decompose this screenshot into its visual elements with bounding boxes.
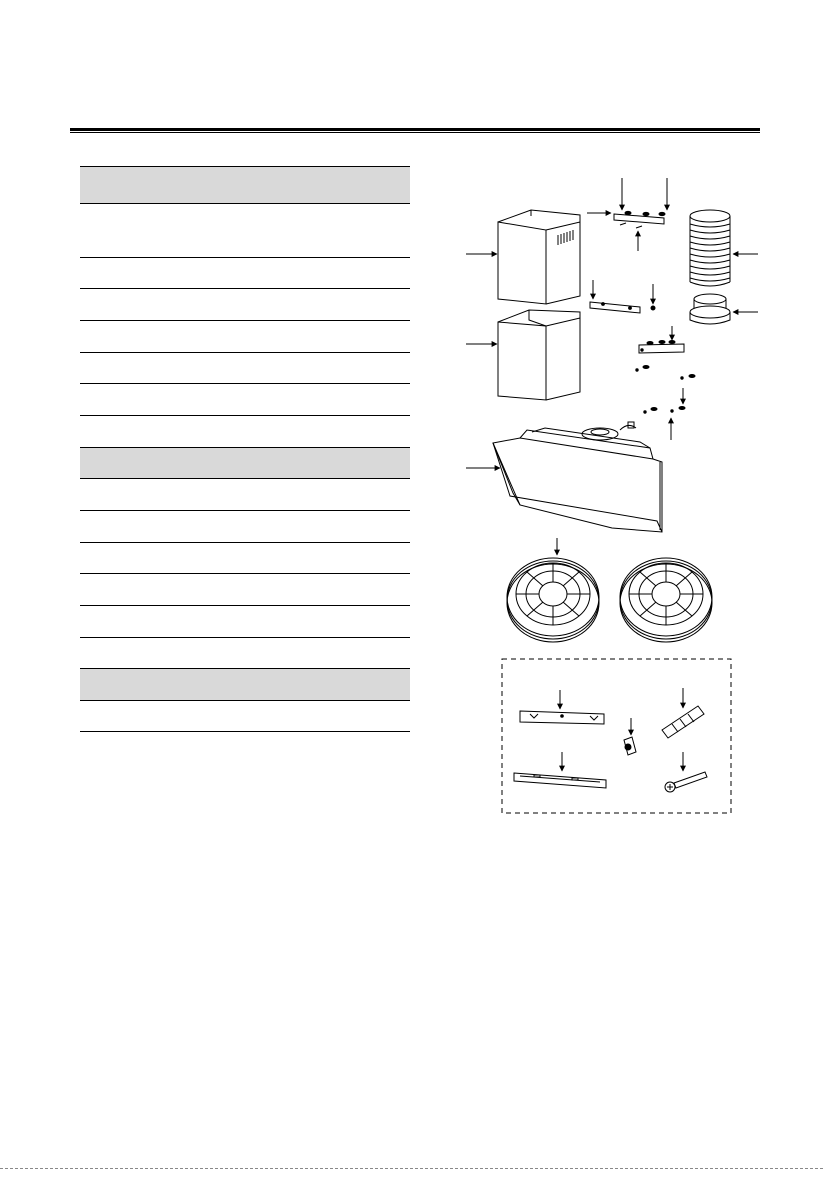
table-row: [80, 700, 410, 732]
table-row: [80, 415, 410, 447]
hanging-bracket-icon: [520, 711, 604, 724]
small-bracket-icon: [639, 341, 684, 354]
table-section-header: [80, 668, 410, 700]
table-row: [80, 288, 410, 320]
accessory-kit-box: [502, 659, 731, 813]
table-row: [80, 320, 410, 352]
lower-chimney-cover-icon: [498, 310, 580, 400]
long-screw-icon: [665, 772, 707, 792]
page-bottom-edge: [0, 1168, 823, 1170]
flexible-exhaust-duct-icon: [690, 210, 730, 286]
washer-screw-icon: [624, 737, 636, 755]
table-row: [80, 478, 410, 510]
wall-plug-icon: [662, 706, 704, 738]
exploded-parts-diagram: [430, 160, 823, 820]
chimney-bracket-mid-icon: [590, 302, 655, 313]
table-row: [80, 573, 410, 605]
table-row: [80, 542, 410, 573]
cooker-hood-body-icon: [493, 422, 662, 532]
table-row: [80, 510, 410, 542]
long-mounting-bracket-icon: [514, 773, 606, 788]
table-row: [80, 383, 410, 415]
carbon-filter-left-icon: [507, 558, 599, 642]
duct-adapter-ring-icon: [690, 294, 730, 324]
carbon-filter-right-icon: [620, 558, 712, 642]
table-row: [80, 352, 410, 383]
upper-chimney-cover-icon: [498, 210, 580, 304]
header-rule: [70, 128, 760, 131]
table-section-header: [80, 166, 410, 203]
table-row: [80, 203, 410, 257]
parts-list-table: [80, 166, 410, 732]
header-rule-thin: [70, 132, 760, 133]
table-row: [80, 637, 410, 668]
chimney-bracket-top-icon: [614, 211, 665, 228]
table-row: [80, 605, 410, 637]
table-section-header: [80, 447, 410, 478]
screws-and-plugs-icon: [636, 366, 695, 414]
table-row: [80, 257, 410, 288]
